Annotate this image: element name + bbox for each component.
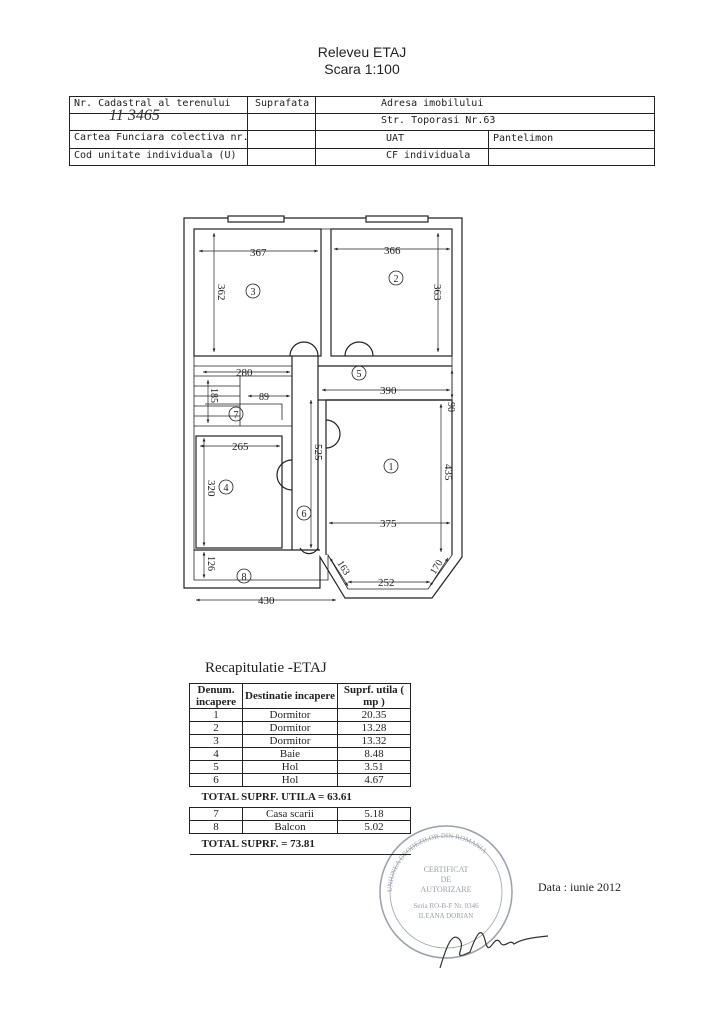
- door-arc-4: [277, 460, 292, 490]
- dim-stair-small: 89: [259, 392, 269, 403]
- dim-hall-height: 90: [445, 402, 456, 412]
- window-room3: [228, 216, 284, 222]
- total-utila-value: 63.61: [327, 791, 352, 803]
- uat-label: UAT: [386, 133, 405, 144]
- dim-r3-width: 367: [250, 247, 267, 259]
- door-arc-2: [345, 342, 373, 356]
- table-row: 2 Dormitor 13.28: [190, 722, 411, 735]
- door-arc-3: [290, 342, 318, 356]
- dim-r2-height: 363: [431, 284, 443, 301]
- table-row: 5 Hol 3.51: [190, 761, 411, 774]
- room-number-2: [389, 271, 403, 285]
- dim-r3-height: 362: [215, 284, 227, 301]
- room-number-8: [237, 569, 251, 583]
- page-scale: Scara 1:100: [324, 61, 400, 77]
- recap-table: [189, 683, 411, 855]
- window-room2: [366, 216, 428, 222]
- room-number-7: [229, 407, 243, 421]
- svg-text:UNIUNEA GEODEZILOR DIN ROMANIA: UNIUNEA GEODEZILOR DIN ROMANIA: [385, 831, 489, 893]
- nr-cadastral-label: Nr. Cadastral al terenului: [74, 98, 231, 109]
- svg-text:ILEANA DORIAN: ILEANA DORIAN: [418, 912, 474, 920]
- date-text: Data : iunie 2012: [538, 880, 621, 894]
- recap-header-destinatie: Destinatie incapere: [243, 684, 338, 709]
- total-label: TOTAL SUPRF. =: [201, 838, 288, 850]
- table-row: 1 Dormitor 20.35: [190, 709, 411, 722]
- room-1: [326, 400, 452, 555]
- dim-stair-width: 280: [236, 367, 253, 379]
- svg-text:Seria RO-B-F Nr. 0346: Seria RO-B-F Nr. 0346: [413, 902, 479, 910]
- outer-wall: [184, 218, 462, 598]
- total-utila-label: TOTAL SUPRF. UTILA =: [201, 791, 325, 803]
- svg-text:7: 7: [233, 410, 239, 421]
- door-arc-1: [326, 420, 340, 448]
- total-value: 73.81: [290, 838, 315, 850]
- svg-text:DE: DE: [440, 875, 452, 884]
- dim-bay-bottom: 252: [378, 577, 395, 589]
- uat-value: Pantelimon: [493, 133, 554, 144]
- table-row: 4 Baie 8.48: [190, 748, 411, 761]
- svg-text:2: 2: [393, 274, 399, 285]
- dim-r4-height: 320: [205, 480, 217, 497]
- cod-unitate-label: Cod unitate individuala (U): [74, 150, 237, 161]
- dim-r1-width: 375: [380, 518, 397, 530]
- suprafata-label: Suprafata: [255, 98, 310, 109]
- recap-header-denum: Denum. incapere: [190, 684, 243, 709]
- svg-text:6: 6: [301, 509, 307, 520]
- adresa-value: Str. Toporasi Nr.63: [381, 115, 496, 126]
- total-row: [190, 834, 411, 855]
- room-number-4: [219, 480, 233, 494]
- svg-text:AUTORIZARE: AUTORIZARE: [420, 885, 472, 894]
- svg-text:4: 4: [223, 483, 229, 494]
- svg-text:CERTIFICAT: CERTIFICAT: [423, 865, 469, 874]
- dim-bay-right: 170: [428, 558, 446, 577]
- dim-r4-width: 265: [232, 441, 249, 453]
- table-row: 7 Casa scarii 5.18: [190, 808, 411, 821]
- table-row: 8 Balcon 5.02: [190, 821, 411, 834]
- dim-hall6-length: 525: [312, 444, 324, 461]
- table-row: 3 Dormitor 13.32: [190, 735, 411, 748]
- dim-stair-height: 185: [208, 388, 219, 403]
- room-number-6: [297, 506, 311, 520]
- room-number-1: [384, 459, 398, 473]
- dim-bay-left: 163: [334, 558, 352, 578]
- dim-r1-height: 435: [442, 464, 454, 481]
- page-title: Releveu ETAJ: [317, 44, 407, 60]
- dim-hall-width: 390: [380, 385, 397, 397]
- cf-label: CF individuala: [386, 150, 471, 161]
- total-utila-row: [190, 787, 411, 808]
- door-arc-6: [300, 548, 318, 554]
- room-number-5: [352, 366, 366, 380]
- nr-cadastral-value: 11 3465: [109, 107, 160, 124]
- table-row: 6 Hol 4.67: [190, 774, 411, 787]
- svg-text:8: 8: [241, 572, 247, 583]
- recap-title: Recapitulatie -ETAJ: [205, 660, 327, 676]
- outer-wall-inner: [194, 229, 452, 589]
- dim-r2-width: 366: [384, 245, 401, 257]
- svg-text:5: 5: [356, 369, 362, 380]
- dim-total-width: 430: [258, 595, 275, 607]
- dim-balcony-height: 126: [205, 556, 216, 571]
- svg-text:3: 3: [250, 287, 256, 298]
- carte-funciara-label: Cartea Funciara colectiva nr.: [74, 132, 249, 143]
- svg-text:1: 1: [388, 462, 394, 473]
- room-number-3: [246, 284, 260, 298]
- recap-header-suprf: Suprf. utila ( mp ): [338, 684, 411, 709]
- adresa-label: Adresa imobilului: [381, 98, 484, 109]
